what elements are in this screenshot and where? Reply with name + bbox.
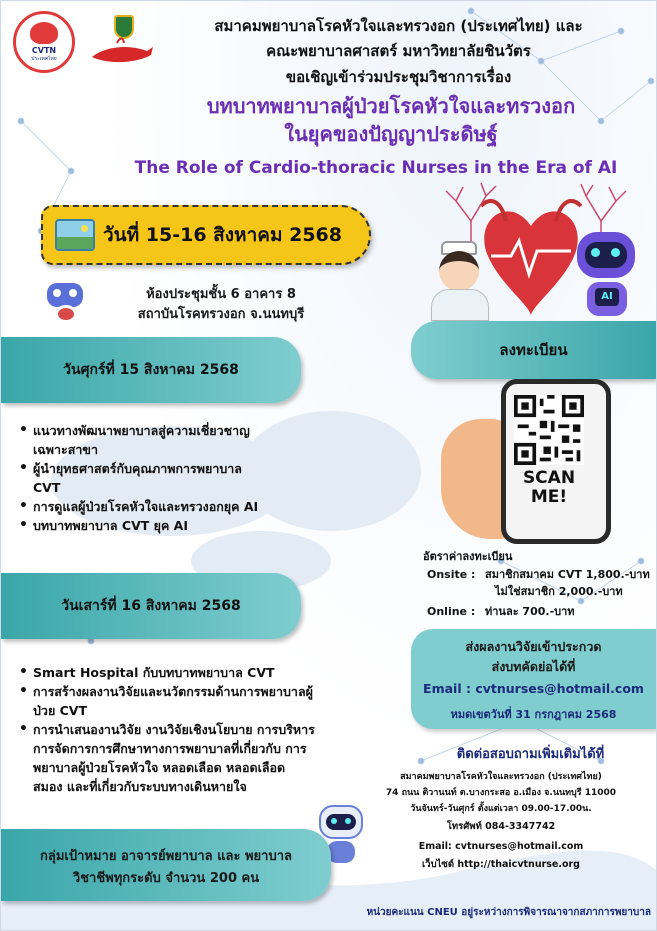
date-text: วันที่ 15-16 สิงหาคม 2568 bbox=[103, 224, 342, 246]
contact-website[interactable]: เว็บไซต์ http://thaicvtnurse.org bbox=[422, 859, 580, 870]
research-line-2: ส่งบทคัดย่อได้ที่ bbox=[491, 659, 576, 674]
day2-item: • การสร้างผลงานวิจัยและนวัตกรรมด้านการพยาบาลผู้ bbox=[19, 682, 389, 701]
day2-item: • Smart Hospital กับบทบาทพยาบาล CVT bbox=[19, 663, 389, 682]
title-english: The Role of Cardio-thoracic Nurses in the Era of AI bbox=[134, 158, 618, 178]
day2-item: • การนำเสนองานวิจัย งานวิจัยเชิงนโยบาย การบริหาร bbox=[19, 720, 389, 739]
contact-org: สมาคมพยาบาลโรคหัวใจและทรวงอก (ประเทศไทย) bbox=[400, 772, 602, 782]
day1-item: • การดูแลผู้ป่วยโรคหัวใจและทรวงอกยุค AI bbox=[19, 497, 319, 516]
cvtn-logo bbox=[13, 11, 75, 73]
nurse-illustration bbox=[421, 241, 496, 321]
venue-line-1: ห้องประชุมชั้น 6 อาคาร 8 bbox=[146, 287, 296, 302]
research-line-1: ส่งผลงานวิจัยเข้าประกวด bbox=[465, 639, 602, 654]
day1-item-cont: เฉพาะสาขา bbox=[33, 442, 98, 457]
qr-code[interactable] bbox=[511, 395, 587, 465]
fees-online-price: ท่านละ 700.-บาท bbox=[485, 605, 575, 618]
date-banner bbox=[41, 205, 371, 265]
fees-onsite-member: สมาชิกสมาคม CVT 1,800.-บาท bbox=[485, 568, 650, 581]
target-line-2: วิชาชีพทุกระดับ จำนวน 200 คน bbox=[72, 871, 260, 886]
robot-ai-illustration bbox=[571, 226, 643, 321]
day2-title: วันเสาร์ที่ 16 สิงหาคม 2568 bbox=[61, 598, 241, 614]
header-line-1: สมาคมพยาบาลโรคหัวใจและทรวงอก (ประเทศไทย) และ bbox=[214, 17, 583, 35]
lamp-icon bbox=[87, 37, 157, 69]
cvtn-logo-text: CVTN bbox=[31, 45, 57, 55]
day2-list bbox=[19, 663, 389, 796]
calendar-image-icon bbox=[55, 219, 95, 251]
header-line-3: ขอเชิญเข้าร่วมประชุมวิชาการเรื่อง bbox=[285, 68, 512, 86]
venue-line-2: สถาบันโรคทรวงอก จ.นนทบุรี bbox=[137, 307, 305, 322]
ai-badge: AI bbox=[595, 288, 619, 306]
day1-item: • บทบาทพยาบาล CVT ยุค AI bbox=[19, 516, 319, 535]
day2-item-cont: สมอง และที่เกี่ยวกับระบบทางเดินหายใจ bbox=[33, 779, 247, 794]
contact-address: 74 ถนน ติวานนท์ ต.บางกระสอ อ.เมือง จ.นนทบุรี 11000 bbox=[385, 788, 617, 798]
cvtn-logo-subtext: ประเทศไทย bbox=[31, 55, 57, 62]
fees-online-label: Online : bbox=[427, 605, 476, 618]
day2-item-cont: การจัดการการศึกษาทางการพยาบาลที่เกี่ยวกับ การ bbox=[33, 741, 307, 756]
research-box bbox=[411, 629, 656, 729]
target-line-1: กลุ่มเป้าหมาย อาจารย์พยาบาล และ พยาบาล bbox=[40, 849, 292, 864]
me-text: ME! bbox=[530, 487, 568, 507]
day1-item-cont: CVT bbox=[33, 480, 61, 495]
title-thai-2: ในยุคของปัญญาประดิษฐ์ bbox=[284, 122, 498, 146]
fees-title: อัตราค่าลงทะเบียน bbox=[423, 550, 513, 563]
day2-item-cont: ป่วย CVT bbox=[33, 703, 88, 718]
research-email[interactable]: Email : cvtnurses@hotmail.com bbox=[423, 681, 644, 696]
robot-icon bbox=[41, 279, 91, 325]
title-thai-1: บทบาทพยาบาลผู้ป่วยโรคหัวใจและทรวงอก bbox=[206, 94, 576, 118]
scan-me-label bbox=[511, 469, 587, 507]
day1-title: วันศุกร์ที่ 15 สิงหาคม 2568 bbox=[63, 362, 239, 378]
header-line-2: คณะพยาบาลศาสตร์ มหาวิทยาลัยชินวัตร bbox=[266, 42, 531, 60]
scan-text: SCAN bbox=[522, 468, 576, 488]
fees-onsite-nonmember: ไม่ใช่สมาชิก 2,000.-บาท bbox=[495, 585, 623, 598]
day1-list bbox=[19, 421, 319, 535]
contact-phone: โทรศัพท์ 084-3347742 bbox=[446, 821, 556, 832]
contact-title: ติดต่อสอบถามเพิ่มเติมได้ที่ bbox=[456, 747, 605, 762]
footer-note: หน่วยคะแนน CNEU อยู่ระหว่างการพิจารณาจากสภาการพยาบาล bbox=[366, 907, 651, 918]
day2-header bbox=[1, 573, 301, 639]
contact-email[interactable]: Email: cvtnurses@hotmail.com bbox=[418, 841, 584, 852]
day1-item: • แนวทางพัฒนาพยาบาลสู่ความเชี่ยวชาญ bbox=[19, 421, 319, 440]
contact-hours: วันจันทร์-วันศุกร์ ตั้งแต่เวลา 09.00-17.00น. bbox=[410, 804, 592, 814]
university-emblem bbox=[114, 15, 134, 39]
research-deadline: หมดเขตวันที่ 31 กรกฎาคม 2568 bbox=[450, 708, 617, 721]
fees-onsite-label: Onsite : bbox=[427, 568, 476, 581]
target-box bbox=[1, 829, 331, 901]
register-button-label: ลงทะเบียน bbox=[499, 341, 568, 359]
day2-item-cont: พยาบาลผู้ป่วยโรคหัวใจ หลอดเลือด หลอดเลือด bbox=[33, 760, 286, 775]
day1-header bbox=[1, 337, 301, 403]
register-button[interactable] bbox=[411, 321, 656, 379]
day1-item: • ผู้นำยุทธศาสตร์กับคุณภาพการพยาบาล bbox=[19, 459, 319, 478]
